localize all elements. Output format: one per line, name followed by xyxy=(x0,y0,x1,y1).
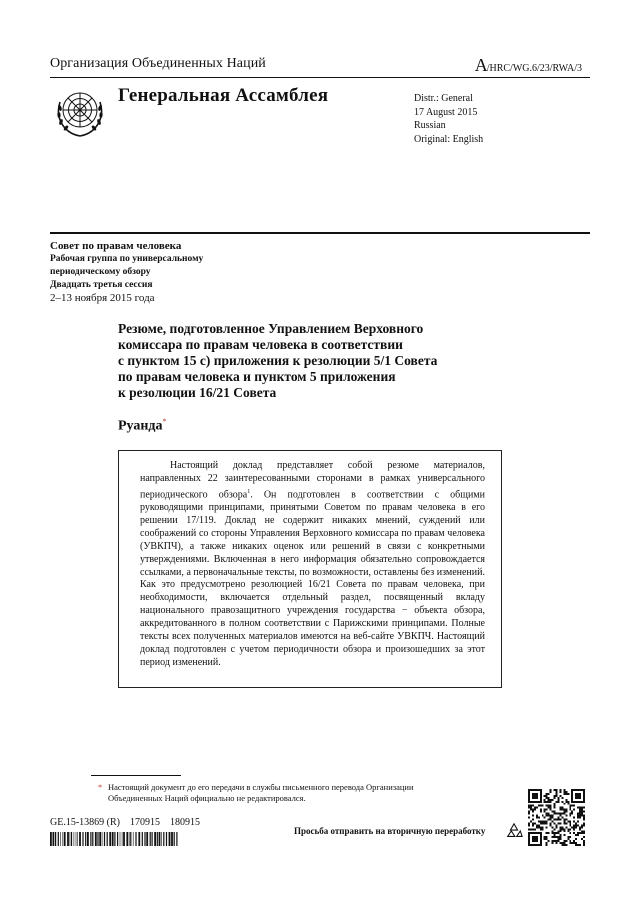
section-rule xyxy=(50,232,590,234)
title-line-4: по правам человека и пунктом 5 приложения xyxy=(118,369,396,384)
session-dates: 2–13 ноября 2015 года xyxy=(50,292,155,304)
qr-code-icon xyxy=(528,789,585,846)
original-line: Original: English xyxy=(414,133,484,145)
working-group-line1: Рабочая группа по универсальному xyxy=(50,254,204,264)
country-heading xyxy=(118,417,167,435)
date-line: 17 August 2015 xyxy=(414,106,478,118)
footnote xyxy=(98,782,448,804)
footnote-rule xyxy=(91,775,181,776)
working-group-line2: периодическому обзору xyxy=(50,267,151,277)
distr-line: Distr.: General xyxy=(414,93,473,104)
council-block xyxy=(50,240,203,305)
report-title xyxy=(118,321,498,401)
title-line-3: с пунктом 15 с) приложения к резолюции 5/1 Совета xyxy=(118,353,438,368)
organization-name: Организация Объединенных Наций xyxy=(50,56,266,71)
document-number: GE.15-13869 (R) 170915 180915 xyxy=(50,817,200,828)
country-name: Руанда xyxy=(118,418,163,434)
header-rule xyxy=(50,77,590,78)
session-name: Двадцать третья сессия xyxy=(50,280,153,290)
country-footnote-mark: * xyxy=(162,417,167,426)
distribution-block xyxy=(414,92,483,146)
footnote-text: Настоящий документ до его передачи в службы письменного перевода Организации Объединенных Наций официально не редактировался. xyxy=(108,782,414,803)
summary-part-1: Настоящий доклад представляет собой резюме материалов, направленных 22 заинтересованными сторонами в рамках универсального периодического обзора xyxy=(140,460,485,501)
title-line-1: Резюме, подготовленное Управлением Верховного xyxy=(118,321,424,336)
un-emblem-icon xyxy=(52,84,108,140)
footnote-mark: * xyxy=(98,782,103,792)
summary-box xyxy=(118,450,502,688)
council-name: Совет по правам человека xyxy=(50,240,182,252)
general-assembly-title: Генеральная Ассамблея xyxy=(118,85,329,106)
recycle-note: Просьба отправить на вторичную переработку xyxy=(294,826,486,836)
document-symbol xyxy=(475,55,582,76)
symbol-code: /HRC/WG.6/23/RWA/3 xyxy=(486,63,582,74)
barcode-icon xyxy=(50,832,178,846)
title-line-2: комиссара по правам человека в соответствии xyxy=(118,337,403,352)
summary-part-2: . Он подготовлен в соответствии с общими руководящими принципами, принятыми Советом по правам человека в его решении 17/119. Доклад не содержит никаких мнений, суждений или соображений со стороны Управления Верховного комиссара по правам человека (УВКПЧ), а также никаких оценок или решений в связи с конкретными утверждениями. Включенная в него информация обязательно сопровождается ссылками, а первоначальные тексты, по возможности, оставлены без изменений. Как это предусмотрено резолюцией 16/21 Совета по правам человека, при необходимости, включается отдельный раздел, посвященный вкладу национального правозащитного учреждения государства − объекта обзора, аккредитованного в полном соответствии с Парижскими принципами. Полные тексты всех полученных материалов имеются на веб-сайте УВКПЧ. Настоящий доклад подготовлен с учетом периодичности обзора и произошедших за этот период изменений. xyxy=(140,489,485,668)
recycle-icon xyxy=(505,822,523,840)
symbol-letter: A xyxy=(474,55,487,75)
summary-footnote-ref: 1 xyxy=(247,488,251,495)
summary-text xyxy=(140,460,485,670)
title-line-5: к резолюции 16/21 Совета xyxy=(118,385,277,400)
language-line: Russian xyxy=(414,120,446,131)
